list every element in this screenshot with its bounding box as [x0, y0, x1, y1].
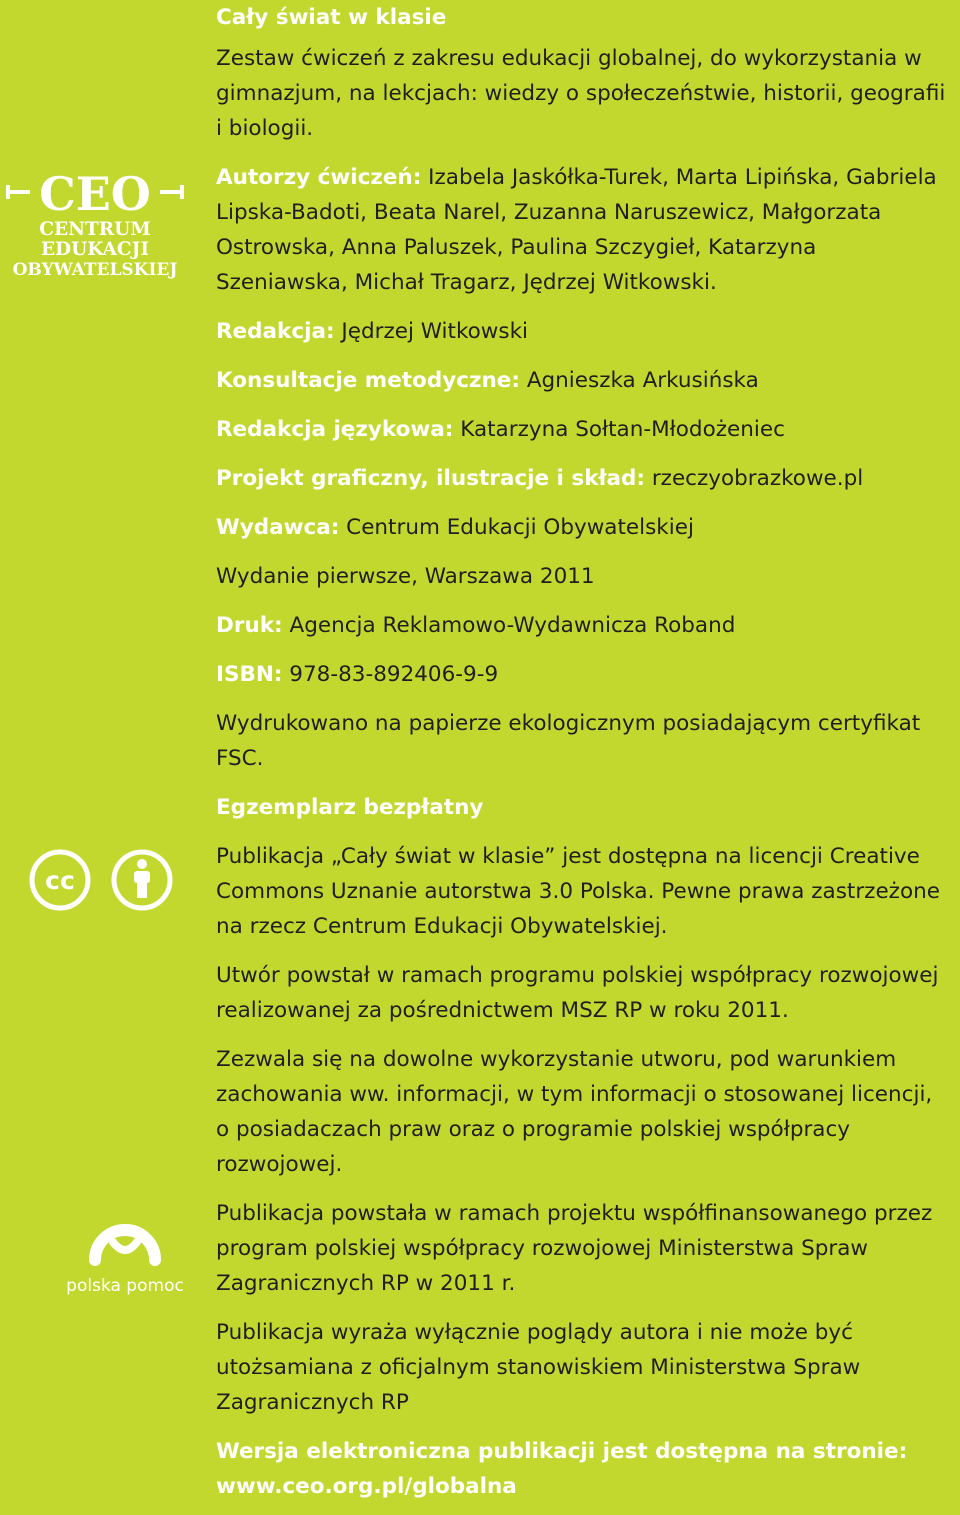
- authors-value: Izabela Jaskółka-Turek, Marta Lipińska, Gabriela Lipska-Badoti, Beata Narel, Zuzanna Naruszewicz, Małgorzata Ostrowska, Anna Paluszek, Paulina Szczygieł, Katarzyna Szeniawska, Michał Tragarz, Jędrzej Witkowski.: [216, 165, 937, 295]
- svg-text:CEO: CEO: [39, 168, 151, 216]
- disclaimer-paragraph: Publikacja wyraża wyłącznie poglądy autora i nie może być utożsamiana z oficjalnym stanowiskiem Ministerstwa Spraw Zagranicznych RP: [216, 1320, 861, 1415]
- publisher-value: Centrum Edukacji Obywatelskiej: [339, 515, 694, 540]
- method-consult-label: Konsultacje metodyczne:: [216, 368, 520, 393]
- authors-line: [216, 160, 952, 300]
- permission-paragraph: Zezwala się na dowolne wykorzystanie utworu, pod warunkiem zachowania ww. informacji, w tym informacji o stosowanej licencji, o posiadaczach praw oraz o programie polskiej współpracy rozwojowej.: [216, 1047, 933, 1177]
- isbn-value: 978-83-892406-9-9: [282, 662, 499, 687]
- editor-value: Jędrzej Witkowski: [334, 319, 529, 344]
- creative-commons-logo: [28, 848, 178, 916]
- print-label: Druk:: [216, 613, 283, 638]
- program-paragraph: Utwór powstał w ramach programu polskiej współpracy rozwojowej realizowanej za pośrednictwem MSZ RP w roku 2011.: [216, 963, 939, 1023]
- print-line: [216, 608, 952, 643]
- publication-description: Zestaw ćwiczeń z zakresu edukacji globalnej, do wykorzystania w gimnazjum, na lekcjach: wiedzy o społeczeństwie, historii, geografii i biologii.: [216, 46, 946, 141]
- design-label: Projekt graficzny, ilustracje i skład:: [216, 466, 645, 491]
- ceo-logo-line1: CENTRUM EDUKACJI: [39, 219, 151, 260]
- online-version-link[interactable]: www.ceo.org.pl/globalna: [216, 1474, 517, 1499]
- method-consult-line: [216, 363, 952, 398]
- print-value: Agencja Reklamowo-Wydawnicza Roband: [282, 613, 736, 638]
- online-version-label: Wersja elektroniczna publikacji jest dostępna na stronie:: [216, 1439, 908, 1464]
- language-edit-line: [216, 412, 952, 447]
- edition-line: Wydanie pierwsze, Warszawa 2011: [216, 564, 595, 589]
- language-edit-value: Katarzyna Sołtan-Młodożeniec: [453, 417, 785, 442]
- cofinance-paragraph: Publikacja powstała w ramach projektu współfinansowanego przez program polskiej współpracy rozwojowej Ministerstwa Spraw Zagranicznych RP w 2011 r.: [216, 1201, 933, 1296]
- publisher-line: [216, 510, 952, 545]
- polska-pomoc-logo: [62, 1208, 188, 1296]
- design-line: [216, 461, 952, 496]
- design-value: rzeczyobrazkowe.pl: [644, 466, 864, 491]
- eco-paper-note: Wydrukowano na papierze ekologicznym posiadającym certyfikat FSC.: [216, 711, 921, 771]
- editor-line: [216, 314, 952, 349]
- imprint-text: [216, 0, 952, 1504]
- license-paragraph: Publikacja „Cały świat w klasie” jest dostępna na licencji Creative Commons Uznanie autorstwa 3.0 Polska. Pewne prawa zastrzeżone na rzecz Centrum Edukacji Obywatelskiej.: [216, 844, 940, 939]
- isbn-line: [216, 657, 952, 692]
- publication-title: Cały świat w klasie: [216, 5, 447, 30]
- polska-pomoc-smile-icon: [89, 1208, 161, 1270]
- logo-column: [0, 0, 200, 1515]
- authors-label: Autorzy ćwiczeń:: [216, 165, 422, 190]
- editor-label: Redakcja:: [216, 319, 335, 344]
- ceo-mark-icon: [6, 168, 184, 216]
- cc-icon: [32, 852, 88, 908]
- publisher-label: Wydawca:: [216, 515, 340, 540]
- method-consult-value: Agnieszka Arkusińska: [519, 368, 759, 393]
- language-edit-label: Redakcja językowa:: [216, 417, 454, 442]
- ceo-logo-line2: OBYWATELSKIEJ: [12, 260, 178, 280]
- polska-pomoc-label: polska pomoc: [66, 1276, 184, 1296]
- isbn-label: ISBN:: [216, 662, 283, 687]
- ceo-logo: [6, 168, 184, 280]
- attribution-person-icon: [114, 852, 170, 908]
- svg-text:cc: cc: [45, 866, 75, 895]
- free-copy-note: Egzemplarz bezpłatny: [216, 795, 484, 820]
